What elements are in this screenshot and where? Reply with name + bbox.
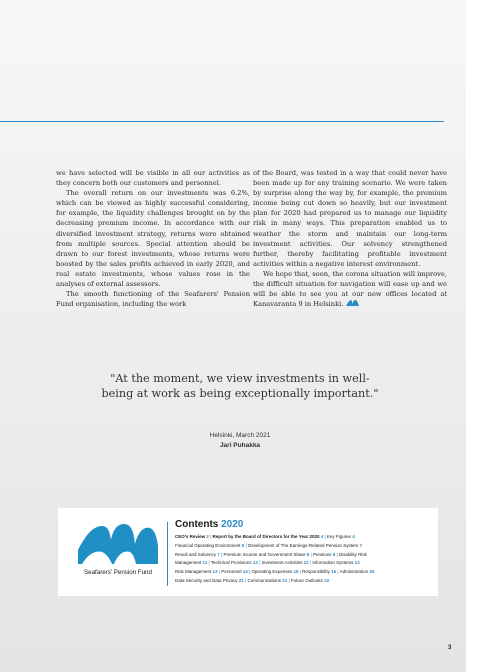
contents-entry-label[interactable]: Key Figures: [326, 534, 351, 539]
contents-entry-label[interactable]: Technical Provisions: [210, 560, 252, 566]
contents-panel: [58, 508, 438, 596]
contents-separator: |: [247, 569, 252, 575]
contents-entry-label[interactable]: Personnel: [221, 569, 242, 575]
contents-separator: |: [244, 542, 248, 548]
contents-line: [175, 533, 433, 542]
contents-entry-page: 15: [329, 569, 337, 575]
contents-entry-page: 22: [322, 577, 330, 583]
contents-entry-label[interactable]: Development of The Earnings-Related Pension System: [247, 542, 359, 548]
contents-line: [175, 542, 433, 551]
body-paragraph: The smooth functioning of the Seafarers' Pension Fund organisation, including the work: [56, 290, 250, 309]
contents-list: [175, 519, 433, 586]
contents-separator: |: [207, 560, 211, 566]
contents-entry-page: 21: [280, 577, 288, 583]
contents-title: [175, 519, 433, 530]
contents-separator: |: [309, 551, 313, 557]
contents-line: [175, 551, 433, 560]
company-logo: [72, 518, 164, 588]
contents-separator: |: [219, 551, 224, 557]
contents-entry-label[interactable]: Future Outlooks: [290, 577, 323, 583]
contents-separator: |: [257, 560, 262, 566]
contents-entry-label[interactable]: Information Systems: [312, 560, 354, 566]
contents-entry-page: 13: [211, 569, 218, 575]
contents-entry-page: 11: [201, 560, 208, 566]
contents-separator: |: [287, 577, 291, 583]
contents-entry-label[interactable]: Report by the Board of Directors for the Year 2020: [212, 534, 320, 539]
contents-entry-label[interactable]: Disability Risk: [338, 551, 367, 557]
contents-entry-page: 12: [302, 560, 309, 566]
end-mark-icon: [346, 299, 359, 306]
contents-separator: |: [217, 569, 222, 575]
contents-entry-page: 20: [368, 569, 375, 575]
contents-entry-label[interactable]: CEO's Review: [175, 534, 206, 539]
logo-wordmark: Seafarers' Pension Fund: [84, 569, 152, 576]
page-number: 3: [448, 645, 452, 651]
contents-entry-page: 15: [292, 569, 299, 575]
contents-separator: |: [335, 551, 339, 557]
body-paragraph: we have selected will be visible in all our activities as they concern both our customers and personnel.: [56, 169, 250, 188]
signoff: [100, 431, 380, 451]
contents-entry-page: 9: [331, 551, 336, 557]
contents-entry-page: 7: [358, 542, 362, 548]
contents-separator: |: [298, 569, 303, 575]
contents-entry-label[interactable]: Premium Income and Government Share: [223, 551, 306, 557]
contents-entry-page: 7: [216, 551, 220, 557]
contents-entry-label[interactable]: Pensions: [312, 551, 332, 557]
contents-entry-label[interactable]: Financial Operating Environment: [175, 542, 241, 548]
contents-entry-page: 4: [319, 534, 324, 539]
contents-line: [175, 577, 433, 586]
page-edge-strip: [466, 0, 480, 672]
contents-line: [175, 568, 433, 577]
contents-entry-page: 5: [240, 542, 245, 548]
body-paragraph: The overall return on our investments was 6.2%, which can be viewed as highly successful considering, for example, the liquidity challenges brought on by the decreasing premium income. In accordance with our diversified investment strategy, returns were obtained from multiple sources. Special attention should be drawn to our forest investments, whose returns were boosted by the sales profits achieved in early 2020, and real estate investments, whose values rose in the analyses of external assessors.: [56, 189, 250, 289]
contents-title-word: Contents: [175, 519, 219, 530]
body-paragraph: We hope that, soon, the corona situation will improve, the difficult situation for navigation will ease up and we will be able to see you at our new offices located at Kanavaranta 9 in Helsinki.: [253, 269, 447, 309]
contents-entry-label[interactable]: Result and Solvency: [175, 551, 217, 557]
contents-line: [175, 559, 433, 568]
contents-entry-page: 14: [241, 569, 248, 575]
top-divider-rule: [0, 121, 444, 122]
contents-entries: [175, 533, 433, 586]
contents-entry-label[interactable]: Data Security and Data Privacy: [175, 577, 238, 583]
contents-entry-page: 8: [305, 551, 310, 557]
pull-quote: "At the moment, we view investments in well-being at work as being exceptionally important.": [101, 372, 379, 400]
contents-entry-page: 2: [205, 534, 209, 539]
body-paragraph: of the Board, was tested in a way that could never have been made up for any training scenario. We were taken by surprise along the way by, for example, the premium income being cut down so heavily, but our investment plan for 2020 had prepared us to manage our liquidity risk in many ways. This preparation enabled us to weather the storm and maintain our long-term investment activities. Our solvency strengthened further, thereby facilitating profitable investment activities within a negative interest environment.: [253, 169, 447, 268]
wave-logo-icon: [78, 520, 158, 566]
body-column-left: [56, 168, 250, 309]
contents-separator: |: [336, 569, 340, 575]
contents-separator: |: [243, 577, 248, 583]
contents-separator: |: [323, 534, 327, 539]
contents-entry-label[interactable]: Investment Activities: [261, 560, 303, 566]
contents-entry-label[interactable]: Administration: [339, 569, 369, 575]
signoff-author: Jari Puhakka: [219, 442, 261, 449]
contents-title-year: 2020: [221, 519, 244, 530]
body-column-right: [253, 168, 447, 309]
contents-entry-page: 13: [353, 560, 360, 566]
contents-entry-label[interactable]: Management: [175, 560, 202, 566]
contents-entry-page: 12: [251, 560, 258, 566]
contents-separator: |: [208, 534, 213, 539]
contents-entry-label[interactable]: Communications: [247, 577, 281, 583]
contents-separator: |: [308, 560, 313, 566]
signoff-place-date: Helsinki, March 2021: [209, 432, 271, 439]
contents-entry-label[interactable]: Risk Management: [175, 569, 212, 575]
contents-entry-page: 21: [237, 577, 244, 583]
contents-entry-label[interactable]: Operating Expenses: [251, 569, 293, 575]
contents-entry-label[interactable]: Responsibility: [302, 569, 330, 575]
contents-entry-page: 4: [350, 534, 355, 539]
contents-divider: [167, 522, 168, 586]
